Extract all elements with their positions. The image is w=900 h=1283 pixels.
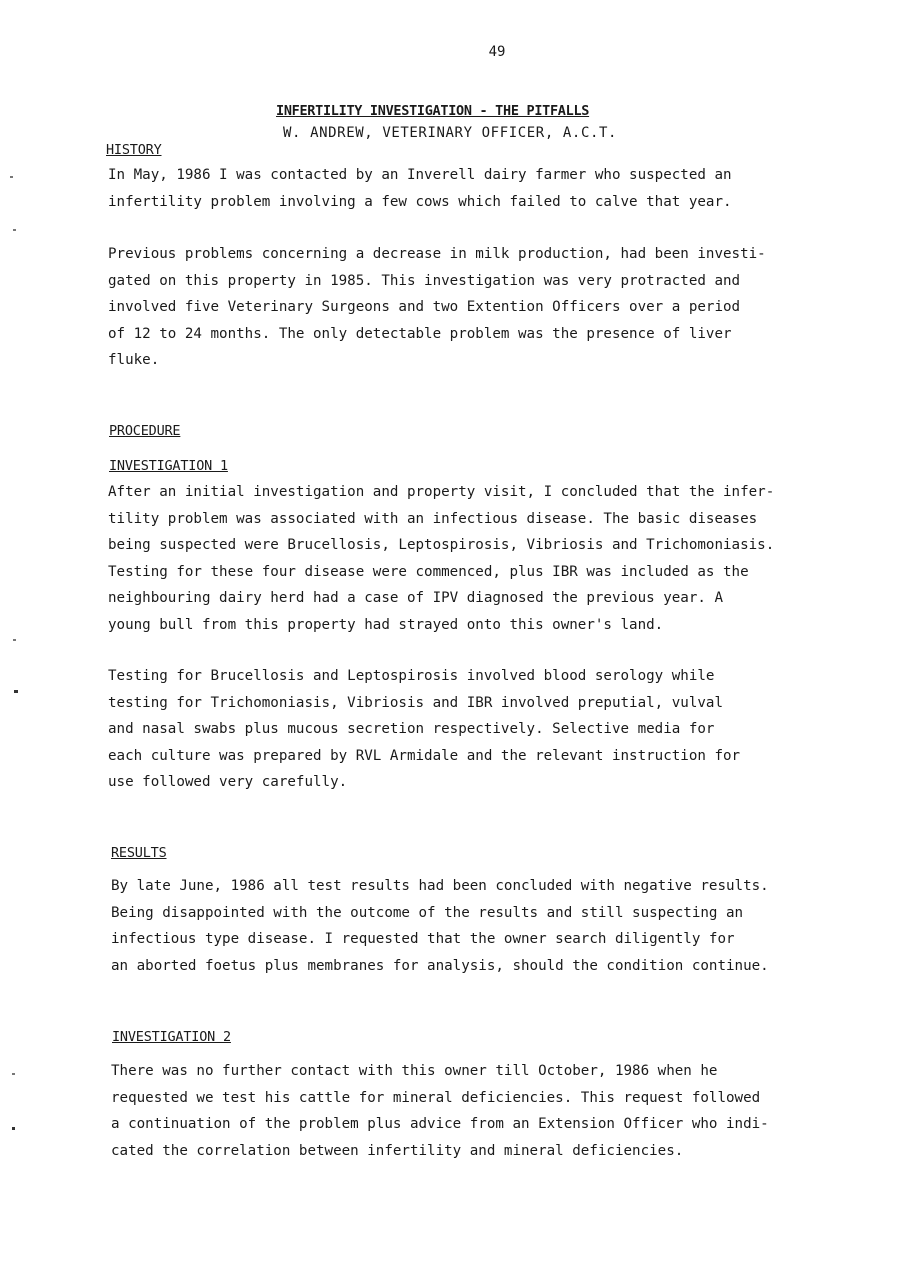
scan-speck — [12, 1127, 15, 1130]
scan-speck — [13, 639, 16, 641]
investigation-1-paragraph-2: Testing for Brucellosis and Leptospirosis involved blood serology while testing for Trichomoniasis, Vibriosis and IBR involved preputial, vulval and nasal swabs plus mucous secretion respectively. Selective media for each culture was prepared by RVL Armidale and the relevant instruction for use followed very carefully. — [108, 668, 741, 790]
history-paragraph-2: Previous problems concerning a decrease in milk production, had been investi- gated on this property in 1985. This investigation was very protracted and involved five Veterinary Surgeons and two Extention Officers over a period of 12 to 24 months. The only detectable problem was the presence of liver fluke. — [108, 246, 766, 368]
scan-speck — [13, 229, 16, 231]
history-heading: HISTORY — [106, 142, 162, 158]
author-line: W. ANDREW, VETERINARY OFFICER, A.C.T. — [283, 125, 618, 141]
investigation-2-paragraph: There was no further contact with this owner till October, 1986 when he requested we test his cattle for mineral deficiencies. This request followed a continuation of the problem plus advice from an Extension Officer who indi- cated the correlation between infertility and mineral deficiencies. — [111, 1063, 769, 1159]
investigation-1-paragraph-1: After an initial investigation and property visit, I concluded that the infer- tility problem was associated with an infectious disease. The basic diseases being suspected were Brucellosis, Leptospirosis, Vibriosis and Trichomoniasis. Testing for these four disease were commenced, plus IBR was included as the neighbouring dairy herd had a case of IPV diagnosed the previous year. A young bull from this property had strayed onto this owner's land. — [108, 484, 775, 633]
scan-speck — [14, 690, 18, 693]
procedure-heading: PROCEDURE — [109, 423, 181, 439]
scan-speck — [12, 1073, 15, 1075]
investigation-1-heading: INVESTIGATION 1 — [109, 458, 228, 474]
results-heading: RESULTS — [111, 845, 167, 861]
scan-speck — [10, 176, 13, 178]
document-title: INFERTILITY INVESTIGATION - THE PITFALLS — [276, 103, 590, 119]
investigation-2-heading: INVESTIGATION 2 — [112, 1029, 231, 1045]
history-paragraph-1: In May, 1986 I was contacted by an Inverell dairy farmer who suspected an infertility problem involving a few cows which failed to calve that year. — [108, 167, 732, 210]
page-number: 49 — [488, 44, 506, 60]
results-paragraph: By late June, 1986 all test results had been concluded with negative results. Being disappointed with the outcome of the results and still suspecting an infectious type disease. I requested that the owner search diligently for an aborted foetus plus membranes for analysis, should the condition continue. — [111, 878, 769, 974]
